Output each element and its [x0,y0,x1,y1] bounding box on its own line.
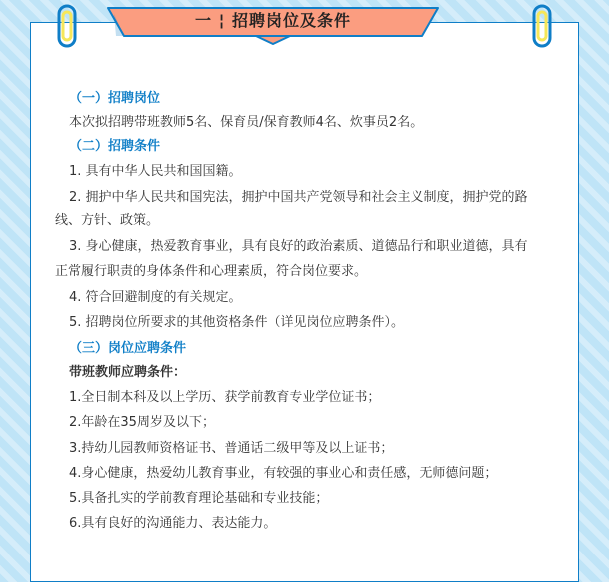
subsection-heading: 带班教师应聘条件： [69,365,187,380]
paragraph: 本次拟招聘带班教师5名、保育员/保育教师4名、炊事员2名。 [69,115,424,130]
section-banner [106,6,440,46]
paragraph: 4. 符合回避制度的有关规定。 [69,290,242,305]
section-heading: （一）招聘岗位 [69,91,161,106]
section-heading: （三）岗位应聘条件 [69,341,187,356]
list-item: 5.具备扎实的学前教育理论基础和专业技能； [69,491,329,506]
list-item: 3.持幼儿园教师资格证书、普通话二级甲等及以上证书； [69,441,394,456]
paragraph: 线、方针、政策。 [55,213,160,228]
paragraph: 2. 拥护中华人民共和国宪法，拥护中国共产党领导和社会主义制度，拥护党的路 [69,190,528,205]
list-item: 2.年龄在35周岁及以下； [69,415,215,430]
list-item: 4.身心健康，热爱幼儿教育事业，有较强的事业心和责任感，无师德问题； [69,466,498,481]
banner-title: 一 ¦ 招聘岗位及条件 [195,11,351,30]
paperclip-icon [56,4,78,48]
paragraph: 3. 身心健康，热爱教育事业，具有良好的政治素质、道德品行和职业道德，具有 [69,239,528,254]
paperclip-icon [531,4,553,48]
section-heading: （二）招聘条件 [69,139,161,154]
list-item: 6.具有良好的沟通能力、表达能力。 [69,516,277,531]
list-item: 1.全日制本科及以上学历、获学前教育专业学位证书； [69,390,381,405]
paragraph: 1. 具有中华人民共和国国籍。 [69,164,242,179]
paragraph: 5. 招聘岗位所要求的其他资格条件（详见岗位应聘条件）。 [69,315,405,330]
paragraph: 正常履行职责的身体条件和心理素质，符合岗位要求。 [55,264,368,279]
